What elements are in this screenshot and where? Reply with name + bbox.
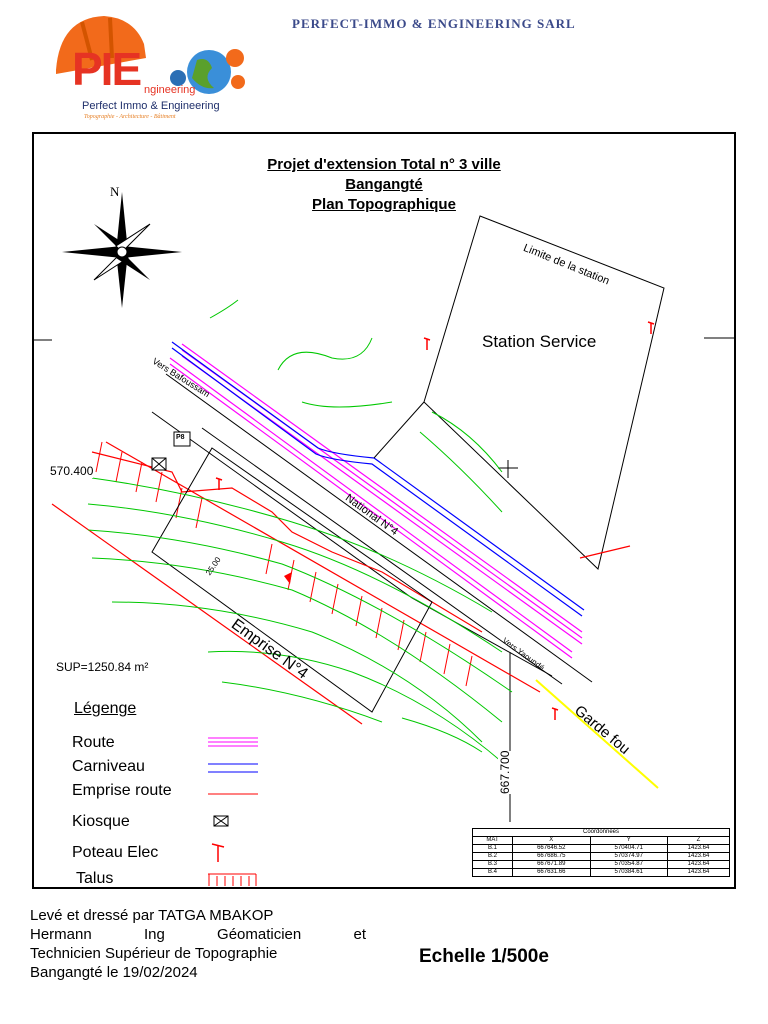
coord-header-z: Z — [667, 837, 729, 845]
poteau-icon — [212, 844, 224, 862]
talus-symbol — [208, 874, 256, 886]
coord-cell: 667646.52 — [513, 845, 590, 853]
legend-symbols — [200, 730, 270, 892]
coord-header-y: Y — [590, 837, 667, 845]
logo-name: Perfect Immo & Engineering — [82, 100, 220, 112]
legend-route-label: Route — [72, 734, 115, 751]
coord-cell: 667686.75 — [513, 853, 590, 861]
legend-poteau-label: Poteau Elec — [72, 844, 159, 861]
coord-cell: 1423.64 — [667, 845, 729, 853]
table-row — [473, 845, 730, 853]
coord-cell: 570354.87 — [590, 861, 667, 869]
logo-letters: PIE — [72, 43, 141, 95]
coord-cell: 667671.89 — [513, 861, 590, 869]
coord-cell: B.4 — [473, 869, 513, 877]
national-road-label: National N°4 — [342, 492, 401, 539]
dimension-label: 25.00 — [204, 555, 223, 578]
coord-cell: 1423.64 — [667, 869, 729, 877]
coord-cell: 1423.64 — [667, 861, 729, 869]
author-line1: Levé et dressé par TATGA MBAKOP — [30, 907, 274, 924]
vers-bafoussam-label: Vers Bafoussam — [150, 356, 212, 400]
coord-header-mat: MAT — [473, 837, 513, 845]
legend-carniveau-label: Carniveau — [72, 758, 145, 775]
coord-cell: B.3 — [473, 861, 513, 869]
grid-x-label: 667.700 — [498, 750, 512, 794]
map-scale: Echelle 1/500e — [419, 946, 549, 967]
map-title-line3: Plan Topographique — [312, 196, 456, 213]
author-block — [30, 906, 366, 982]
surface-area: SUP=1250.84 m² — [56, 660, 149, 674]
coord-cell: 570404.71 — [590, 845, 667, 853]
grid-y-label: 570.400 — [50, 464, 94, 478]
author-line2: Hermann Ing Géomaticien et — [30, 926, 366, 943]
station-service-label: Station Service — [482, 332, 597, 351]
logo-word: ngineering — [144, 84, 196, 96]
coord-cell: 570374.97 — [590, 853, 667, 861]
coordinates-caption: Coordonnees — [473, 829, 730, 837]
legend-emprise-label: Emprise route — [72, 782, 172, 799]
table-row — [473, 869, 730, 877]
vers-yaounde-label: Vers Yaoundé — [500, 636, 547, 673]
garde-fou-label: Garde fou — [571, 702, 634, 758]
coord-cell: 570384.61 — [590, 869, 667, 877]
coord-cell: 1423.64 — [667, 853, 729, 861]
company-logo — [52, 8, 252, 126]
legend-title: Légenge — [74, 700, 137, 717]
coord-cell: B.2 — [473, 853, 513, 861]
logo-tagline: Topographie - Architecture - Bâtiment — [84, 114, 176, 120]
company-name: PERFECT-IMMO & ENGINEERING SARL — [292, 16, 576, 31]
kiosque-icon — [214, 816, 228, 826]
map-title-line2: Bangangté — [345, 176, 423, 193]
legend-kiosque-label: Kiosque — [72, 813, 130, 830]
legend-talus-label: Talus — [76, 870, 114, 887]
author-line4: Bangangté le 19/02/2024 — [30, 964, 198, 981]
pole-tag-label: P8 — [176, 434, 185, 441]
route-symbol — [208, 738, 258, 746]
table-row — [473, 861, 730, 869]
coord-cell: 667631.66 — [513, 869, 590, 877]
north-label: N — [110, 184, 120, 199]
coord-cell: B.1 — [473, 845, 513, 853]
coord-header-x: X — [513, 837, 590, 845]
carniveau-symbol — [208, 764, 258, 772]
author-line3: Technicien Supérieur de Topographie — [30, 945, 278, 962]
coordinates-table — [472, 828, 730, 877]
map-title-line1: Projet d'extension Total n° 3 ville — [267, 156, 501, 173]
station-limit-label: Limite de la station — [521, 242, 612, 288]
table-row — [473, 853, 730, 861]
emprise-label: Emprise N°4 — [228, 616, 311, 683]
